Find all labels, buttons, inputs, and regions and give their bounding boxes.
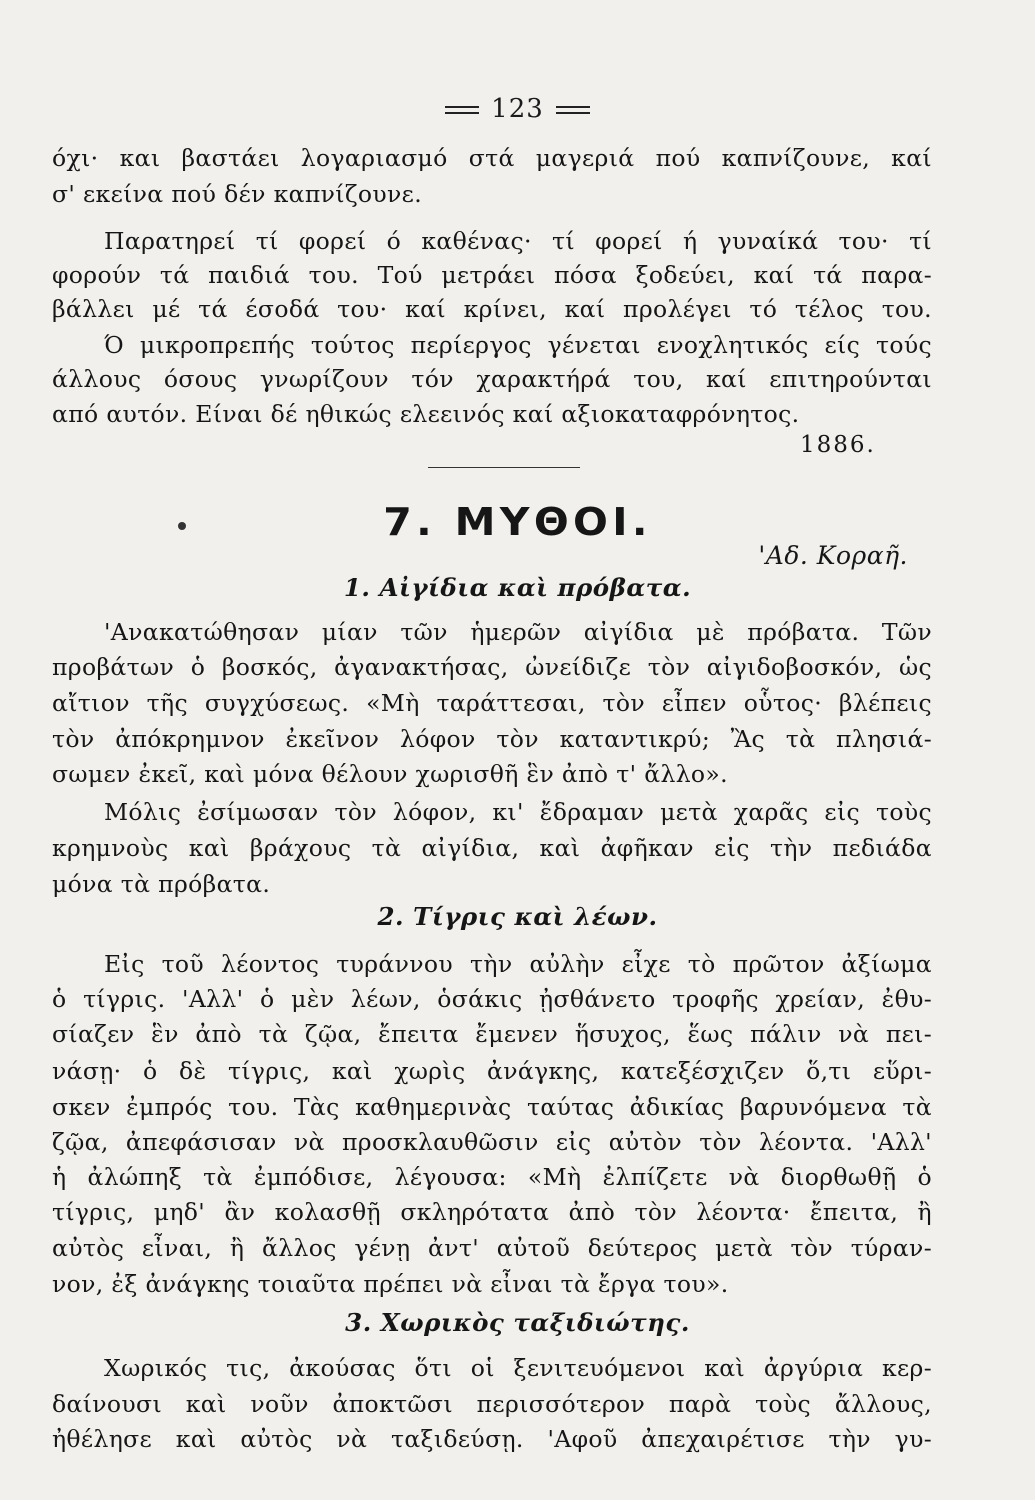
page-number [0,94,1035,124]
text-line: όχι· και βαστάει λογαριασμό στά μαγεριά πού καπνίζουνε, καί [52,144,932,172]
text-line: ἠθέλησε καὶ αὐτὸς νὰ ταξιδεύσῃ. 'Αφοῦ ἀπεχαιρέτισε τὴν γυ- [52,1425,932,1453]
text-line: νον, ἐξ ἀνάγκης τοιαῦτα πρέπει νὰ εἶναι τὰ ἔργα του». [52,1270,729,1298]
text-line: νάσῃ· ὁ δὲ τίγρις, καὶ χωρὶς ἀνάγκης, κατεξέσχιζεν ὅ,τι εὕρι- [52,1057,932,1085]
text-line: άλλους όσους γνωρίζουν τόν χαρακτήρά του, καί επιτηρούνται [52,365,932,393]
signature-year: 1886. [800,432,876,458]
text-line: Ό μικροπρεπής τούτος περίεργος γένεται ενοχλητικός είς τούς [104,331,932,359]
text-line: Μόλις ἐσίμωσαν τὸν λόφον, κι' ἔδραμαν μετὰ χαρᾶς εἰς τοὺς [104,798,932,826]
section-divider [428,467,580,468]
page-number-left-rule [445,106,479,114]
text-line: αὐτὸς εἶναι, ἢ ἄλλος γένῃ ἀντ' αὐτοῦ δεύτερος μετὰ τὸν τύραν- [52,1234,932,1262]
text-line: μόνα τὰ πρόβατα. [52,870,271,898]
section-title: 7. ΜΥΘΟΙ. [383,500,652,544]
text-line: ἡ ἀλώπηξ τὰ ἐμπόδισε, λέγουσα: «Μὴ ἐλπίζετε νὰ διορθωθῇ ὁ [52,1163,932,1191]
text-line: τίγρις, μηδ' ἂν κολασθῇ σκληρότατα ἀπὸ τὸν λέοντα· ἔπειτα, ἢ [52,1198,932,1226]
text-line: σ' εκείνα πού δέν καπνίζουνε. [52,180,423,208]
fable-title: 3. Χωρικὸς ταξιδιώτης. [345,1308,690,1337]
text-line: Εἰς τοῦ λέοντος τυράννου τὴν αὐλὴν εἶχε τὸ πρῶτον ἀξίωμα [104,950,932,978]
page-number-value: 123 [491,94,544,124]
text-line: σκεν ἐμπρός του. Τὰς καθημερινὰς ταύτας ἀδικίας βαρυνόμενα τὰ [52,1093,932,1121]
page-number-right-rule [556,106,590,114]
text-line: από αυτόν. Είναι δέ ηθικώς ελεεινός καί αξιοκαταφρόνητος. [52,400,800,428]
text-line: φορούν τά παιδιά του. Τού μετράει πόσα ξοδεύει, καί τά παρα- [52,261,932,289]
fable-title: 2. Τίγρις καὶ λέων. [377,902,658,931]
text-line: βάλλει μέ τά έσοδά του· καί κρίνει, καί προλέγει τό τέλος του. [52,295,932,323]
text-line: Παρατηρεί τί φορεί ό καθένας· τί φορεί ή γυναίκά του· τί [104,227,932,255]
text-line: προβάτων ὁ βοσκός, ἀγανακτήσας, ὠνείδιζε τὸν αἰγιδοβοσκόν, ὡς [52,653,932,681]
text-line: 'Ανακατώθησαν μίαν τῶν ἡμερῶν αἰγίδια μὲ πρόβατα. Τῶν [104,618,932,646]
text-line: Χωρικός τις, ἀκούσας ὅτι οἱ ξενιτευόμενοι καὶ ἀργύρια κερ- [104,1354,932,1382]
text-line: δαίνουσι καὶ νοῦν ἀποκτῶσι περισσότερον παρὰ τοὺς ἄλλους, [52,1390,932,1418]
text-line: τὸν ἀπόκρημνον ἐκεῖνον λόφον τὸν καταντικρύ; Ἂς τὰ πλησιά- [52,725,932,753]
text-line: ζῷα, ἀπεφάσισαν νὰ προσκλαυθῶσιν εἰς αὐτὸν τὸν λέοντα. 'Αλλ' [52,1128,932,1156]
text-line: σίαζεν ἓν ἀπὸ τὰ ζῷα, ἔπειτα ἔμενεν ἥσυχος, ἕως πάλιν νὰ πει- [52,1020,932,1048]
text-line: σωμεν ἐκεῖ, καὶ μόνα θέλουν χωρισθῆ ἓν ἀπὸ τ' ἄλλο». [52,760,728,788]
fable-title: 1. Αἰγίδια καὶ πρόβατα. [343,573,692,602]
text-line: ὁ τίγρις. 'Αλλ' ὁ μὲν λέων, ὁσάκις ᾐσθάνετο τροφῆς χρείαν, ἐθυ- [52,985,932,1013]
text-line: αἴτιον τῆς συγχύσεως. «Μὴ ταράττεσαι, τὸν εἶπεν οὗτος· βλέπεις [52,689,932,717]
author-attribution: 'Αδ. Κοραῆ. [758,541,908,570]
text-line: κρημνοὺς καὶ βράχους τὰ αἰγίδια, καὶ ἀφῆκαν εἰς τὴν πεδιάδα [52,834,932,862]
